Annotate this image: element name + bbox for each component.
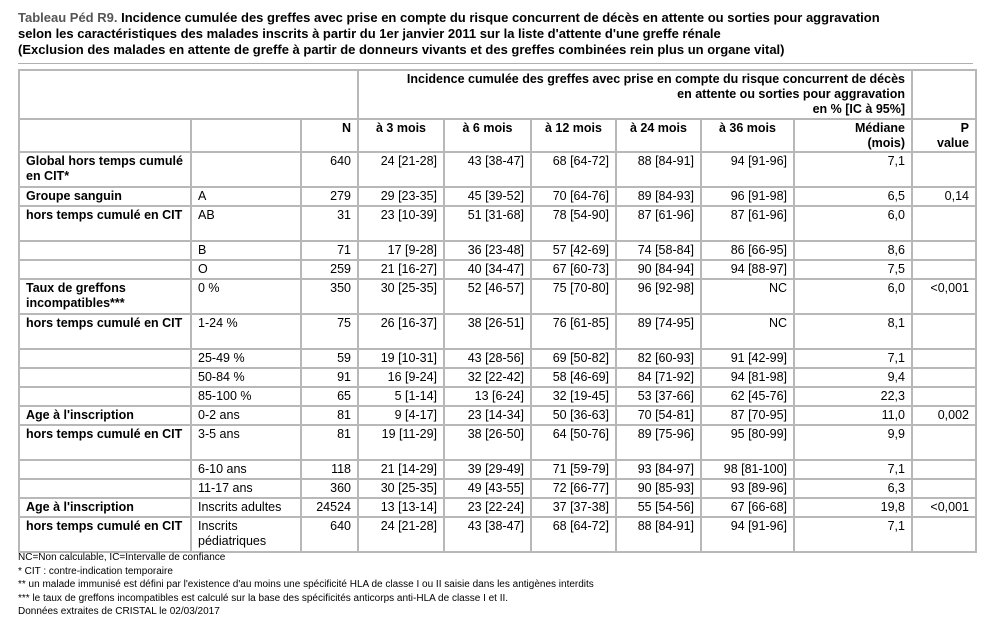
cell-pvalue [912, 460, 976, 479]
row-category: B [191, 241, 301, 260]
cell-12-months: 70 [64-76] [531, 187, 616, 206]
cell-12-months: 50 [36-63] [531, 406, 616, 425]
cell-n: 279 [301, 187, 358, 206]
cell-12-months: 58 [46-69] [531, 368, 616, 387]
cell-24-months: 89 [74-95] [616, 314, 701, 349]
cell-6-months: 52 [46-57] [444, 279, 531, 314]
group-header-line-2: en attente ou sorties pour aggravation [677, 87, 905, 101]
cell-median: 7,1 [794, 460, 912, 479]
row-characteristic: Age à l'inscription [19, 406, 191, 425]
cell-median: 8,1 [794, 314, 912, 349]
row-characteristic: Age à l'inscription [19, 498, 191, 517]
cell-median: 9,9 [794, 425, 912, 460]
cell-pvalue: 0,002 [912, 406, 976, 425]
cell-12-months: 72 [66-77] [531, 479, 616, 498]
table-row [19, 349, 976, 368]
cell-24-months: 87 [61-96] [616, 206, 701, 241]
cell-n: 81 [301, 406, 358, 425]
table-body [19, 152, 976, 552]
cell-36-months: 98 [81-100] [701, 460, 794, 479]
row-category: 11-17 ans [191, 479, 301, 498]
cell-median: 6,5 [794, 187, 912, 206]
cell-n: 59 [301, 349, 358, 368]
cell-6-months: 36 [23-48] [444, 241, 531, 260]
cell-12-months: 37 [37-38] [531, 498, 616, 517]
cell-median: 19,8 [794, 498, 912, 517]
cell-n: 65 [301, 387, 358, 406]
row-characteristic: hors temps cumulé en CIT [19, 517, 191, 552]
cell-36-months: 94 [81-98] [701, 368, 794, 387]
col-header-6-months: à 6 mois [444, 119, 531, 152]
cell-24-months: 89 [84-93] [616, 187, 701, 206]
row-category: 0-2 ans [191, 406, 301, 425]
cell-pvalue [912, 517, 976, 552]
cell-3-months: 19 [11-29] [358, 425, 444, 460]
row-characteristic: Groupe sanguin [19, 187, 191, 206]
row-category: Inscrits adultes [191, 498, 301, 517]
cell-median: 7,1 [794, 152, 912, 187]
cell-3-months: 26 [16-37] [358, 314, 444, 349]
cell-24-months: 70 [54-81] [616, 406, 701, 425]
cell-3-months: 24 [21-28] [358, 517, 444, 552]
footnote: Données extraites de CRISTAL le 02/03/2017 [18, 606, 220, 617]
cell-6-months: 43 [38-47] [444, 517, 531, 552]
cell-median: 22,3 [794, 387, 912, 406]
row-category: 1-24 % [191, 314, 301, 349]
col-header-median [794, 119, 912, 152]
table-row [19, 187, 976, 206]
cell-12-months: 75 [70-80] [531, 279, 616, 314]
cell-36-months: 94 [91-96] [701, 152, 794, 187]
row-characteristic [19, 368, 191, 387]
cell-3-months: 16 [9-24] [358, 368, 444, 387]
cell-6-months: 45 [39-52] [444, 187, 531, 206]
header-row-group [19, 70, 976, 119]
cell-24-months: 90 [85-93] [616, 479, 701, 498]
col-header-median-line-1: Médiane [854, 121, 905, 135]
table-row [19, 425, 976, 460]
row-characteristic: hors temps cumulé en CIT [19, 206, 191, 241]
cell-12-months: 76 [61-85] [531, 314, 616, 349]
table-row [19, 260, 976, 279]
cell-n: 640 [301, 517, 358, 552]
title-divider [18, 63, 973, 64]
cell-36-months: 87 [70-95] [701, 406, 794, 425]
row-characteristic [19, 241, 191, 260]
cell-pvalue: <0,001 [912, 279, 976, 314]
cell-pvalue: 0,14 [912, 187, 976, 206]
header-blank-cell [19, 70, 358, 119]
cell-3-months: 9 [4-17] [358, 406, 444, 425]
cell-24-months: 84 [71-92] [616, 368, 701, 387]
table-row [19, 517, 976, 552]
cell-6-months: 32 [22-42] [444, 368, 531, 387]
row-category [191, 152, 301, 187]
cell-36-months: 87 [61-96] [701, 206, 794, 241]
cell-36-months: NC [701, 279, 794, 314]
cell-3-months: 13 [13-14] [358, 498, 444, 517]
table-row [19, 152, 976, 187]
cell-n: 91 [301, 368, 358, 387]
cell-6-months: 39 [29-49] [444, 460, 531, 479]
cell-36-months: 94 [91-96] [701, 517, 794, 552]
cell-36-months: 96 [91-98] [701, 187, 794, 206]
table-row [19, 387, 976, 406]
cell-pvalue [912, 314, 976, 349]
cell-6-months: 13 [6-24] [444, 387, 531, 406]
table-row [19, 279, 976, 314]
cell-24-months: 82 [60-93] [616, 349, 701, 368]
title-line-1: Incidence cumulée des greffes avec prise en compte du risque concurrent de décès en attente ou sorties pour aggravation [117, 10, 880, 25]
row-characteristic: hors temps cumulé en CIT [19, 425, 191, 460]
cell-n: 350 [301, 279, 358, 314]
cell-n: 81 [301, 425, 358, 460]
row-category: Inscrits pédiatriques [191, 517, 301, 552]
cell-pvalue [912, 241, 976, 260]
col-header-median-line-2: (mois) [867, 136, 905, 150]
col-header-36-months: à 36 mois [701, 119, 794, 152]
cell-3-months: 30 [25-35] [358, 279, 444, 314]
group-header [358, 70, 912, 119]
cell-6-months: 23 [14-34] [444, 406, 531, 425]
cell-36-months: 93 [89-96] [701, 479, 794, 498]
col-header-3-months: à 3 mois [358, 119, 444, 152]
cell-3-months: 19 [10-31] [358, 349, 444, 368]
cell-6-months: 43 [28-56] [444, 349, 531, 368]
cell-n: 360 [301, 479, 358, 498]
cell-24-months: 88 [84-91] [616, 152, 701, 187]
cell-12-months: 57 [42-69] [531, 241, 616, 260]
cell-3-months: 17 [9-28] [358, 241, 444, 260]
cell-36-months: 95 [80-99] [701, 425, 794, 460]
cell-6-months: 23 [22-24] [444, 498, 531, 517]
row-category: O [191, 260, 301, 279]
row-characteristic: hors temps cumulé en CIT [19, 314, 191, 349]
row-category: 0 % [191, 279, 301, 314]
title-prefix: Tableau Péd R9. [18, 10, 118, 25]
cell-3-months: 23 [10-39] [358, 206, 444, 241]
row-category: A [191, 187, 301, 206]
footnote: *** le taux de greffons incompatibles est calculé sur la base des spécificités anticorps anti-HLA de classe I et II. [18, 592, 509, 604]
table-row [19, 314, 976, 349]
cell-36-months: 91 [42-99] [701, 349, 794, 368]
cell-3-months: 21 [16-27] [358, 260, 444, 279]
cell-3-months: 5 [1-14] [358, 387, 444, 406]
cell-36-months: 62 [45-76] [701, 387, 794, 406]
table-row [19, 479, 976, 498]
cell-24-months: 90 [84-94] [616, 260, 701, 279]
row-characteristic [19, 460, 191, 479]
row-characteristic [19, 349, 191, 368]
cell-median: 11,0 [794, 406, 912, 425]
cell-36-months: 67 [66-68] [701, 498, 794, 517]
cell-24-months: 93 [84-97] [616, 460, 701, 479]
row-category: 3-5 ans [191, 425, 301, 460]
cell-pvalue [912, 368, 976, 387]
col-header-pvalue-line-2: value [937, 136, 969, 150]
cell-3-months: 21 [14-29] [358, 460, 444, 479]
row-characteristic: Taux de greffons incompatibles*** [19, 279, 191, 314]
cell-24-months: 96 [92-98] [616, 279, 701, 314]
cell-median: 7,5 [794, 260, 912, 279]
cell-6-months: 40 [34-47] [444, 260, 531, 279]
table-row [19, 460, 976, 479]
cell-24-months: 88 [84-91] [616, 517, 701, 552]
cell-6-months: 49 [43-55] [444, 479, 531, 498]
cell-6-months: 38 [26-51] [444, 314, 531, 349]
cell-3-months: 30 [25-35] [358, 479, 444, 498]
cell-24-months: 89 [75-96] [616, 425, 701, 460]
col-header-category [191, 119, 301, 152]
cell-pvalue [912, 260, 976, 279]
cell-12-months: 78 [54-90] [531, 206, 616, 241]
row-characteristic [19, 387, 191, 406]
cell-n: 24524 [301, 498, 358, 517]
table-row [19, 406, 976, 425]
footnote: NC=Non calculable, IC=Intervalle de confiance [18, 552, 226, 563]
cell-pvalue [912, 425, 976, 460]
table-row [19, 368, 976, 387]
cell-36-months: 94 [88-97] [701, 260, 794, 279]
cell-6-months: 51 [31-68] [444, 206, 531, 241]
cell-n: 259 [301, 260, 358, 279]
cell-12-months: 32 [19-45] [531, 387, 616, 406]
col-header-12-months: à 12 mois [531, 119, 616, 152]
col-header-24-months: à 24 mois [616, 119, 701, 152]
cell-median: 7,1 [794, 349, 912, 368]
cell-12-months: 68 [64-72] [531, 517, 616, 552]
cell-median: 7,1 [794, 517, 912, 552]
row-category: 25-49 % [191, 349, 301, 368]
cell-3-months: 29 [23-35] [358, 187, 444, 206]
table-row [19, 206, 976, 241]
cell-n: 31 [301, 206, 358, 241]
cell-pvalue [912, 206, 976, 241]
cell-12-months: 67 [60-73] [531, 260, 616, 279]
cell-median: 9,4 [794, 368, 912, 387]
cell-median: 6,0 [794, 206, 912, 241]
title-line-2: selon les caractéristiques des malades inscrits à partir du 1er janvier 2011 sur la liste d'attente d'une greffe rénale [18, 26, 721, 41]
cell-3-months: 24 [21-28] [358, 152, 444, 187]
header-row-columns [19, 119, 976, 152]
cell-median: 8,6 [794, 241, 912, 260]
cell-pvalue [912, 479, 976, 498]
cell-36-months: 86 [66-95] [701, 241, 794, 260]
cell-median: 6,3 [794, 479, 912, 498]
col-header-n: N [301, 119, 358, 152]
footnote: ** un malade immunisé est défini par l'existence d'au moins une spécificité HLA de classe I ou II saisie dans les antigènes interdits [18, 579, 594, 590]
cell-pvalue [912, 349, 976, 368]
cell-36-months: NC [701, 314, 794, 349]
cell-pvalue [912, 152, 976, 187]
cell-24-months: 53 [37-66] [616, 387, 701, 406]
col-header-pvalue-line-1: P [960, 121, 969, 135]
title-line-3: (Exclusion des malades en attente de greffe à partir de donneurs vivants et des greffes combinées rein plus un organe vital) [18, 42, 785, 57]
row-category: AB [191, 206, 301, 241]
table-row [19, 498, 976, 517]
col-header-pvalue [912, 119, 976, 152]
cell-n: 71 [301, 241, 358, 260]
group-header-line-1: Incidence cumulée des greffes avec prise en compte du risque concurrent de décès [406, 72, 905, 86]
footnote: * CIT : contre-indication temporaire [18, 565, 173, 577]
cell-median: 6,0 [794, 279, 912, 314]
cell-12-months: 71 [59-79] [531, 460, 616, 479]
table-title [18, 10, 998, 58]
cell-24-months: 55 [54-56] [616, 498, 701, 517]
cell-6-months: 38 [26-50] [444, 425, 531, 460]
cell-12-months: 64 [50-76] [531, 425, 616, 460]
group-header-line-3: en % [IC à 95%] [812, 102, 905, 116]
row-characteristic [19, 479, 191, 498]
cell-pvalue [912, 387, 976, 406]
row-characteristic: Global hors temps cumulé en CIT* [19, 152, 191, 187]
incidence-table [18, 69, 977, 553]
row-category: 85-100 % [191, 387, 301, 406]
cell-pvalue: <0,001 [912, 498, 976, 517]
cell-n: 640 [301, 152, 358, 187]
col-header-characteristic [19, 119, 191, 152]
footnotes [18, 551, 594, 619]
cell-12-months: 69 [50-82] [531, 349, 616, 368]
cell-12-months: 68 [64-72] [531, 152, 616, 187]
cell-24-months: 74 [58-84] [616, 241, 701, 260]
header-blank-pvalue [912, 70, 976, 119]
cell-n: 75 [301, 314, 358, 349]
row-characteristic [19, 260, 191, 279]
table-row [19, 241, 976, 260]
cell-n: 118 [301, 460, 358, 479]
row-category: 50-84 % [191, 368, 301, 387]
row-category: 6-10 ans [191, 460, 301, 479]
cell-6-months: 43 [38-47] [444, 152, 531, 187]
